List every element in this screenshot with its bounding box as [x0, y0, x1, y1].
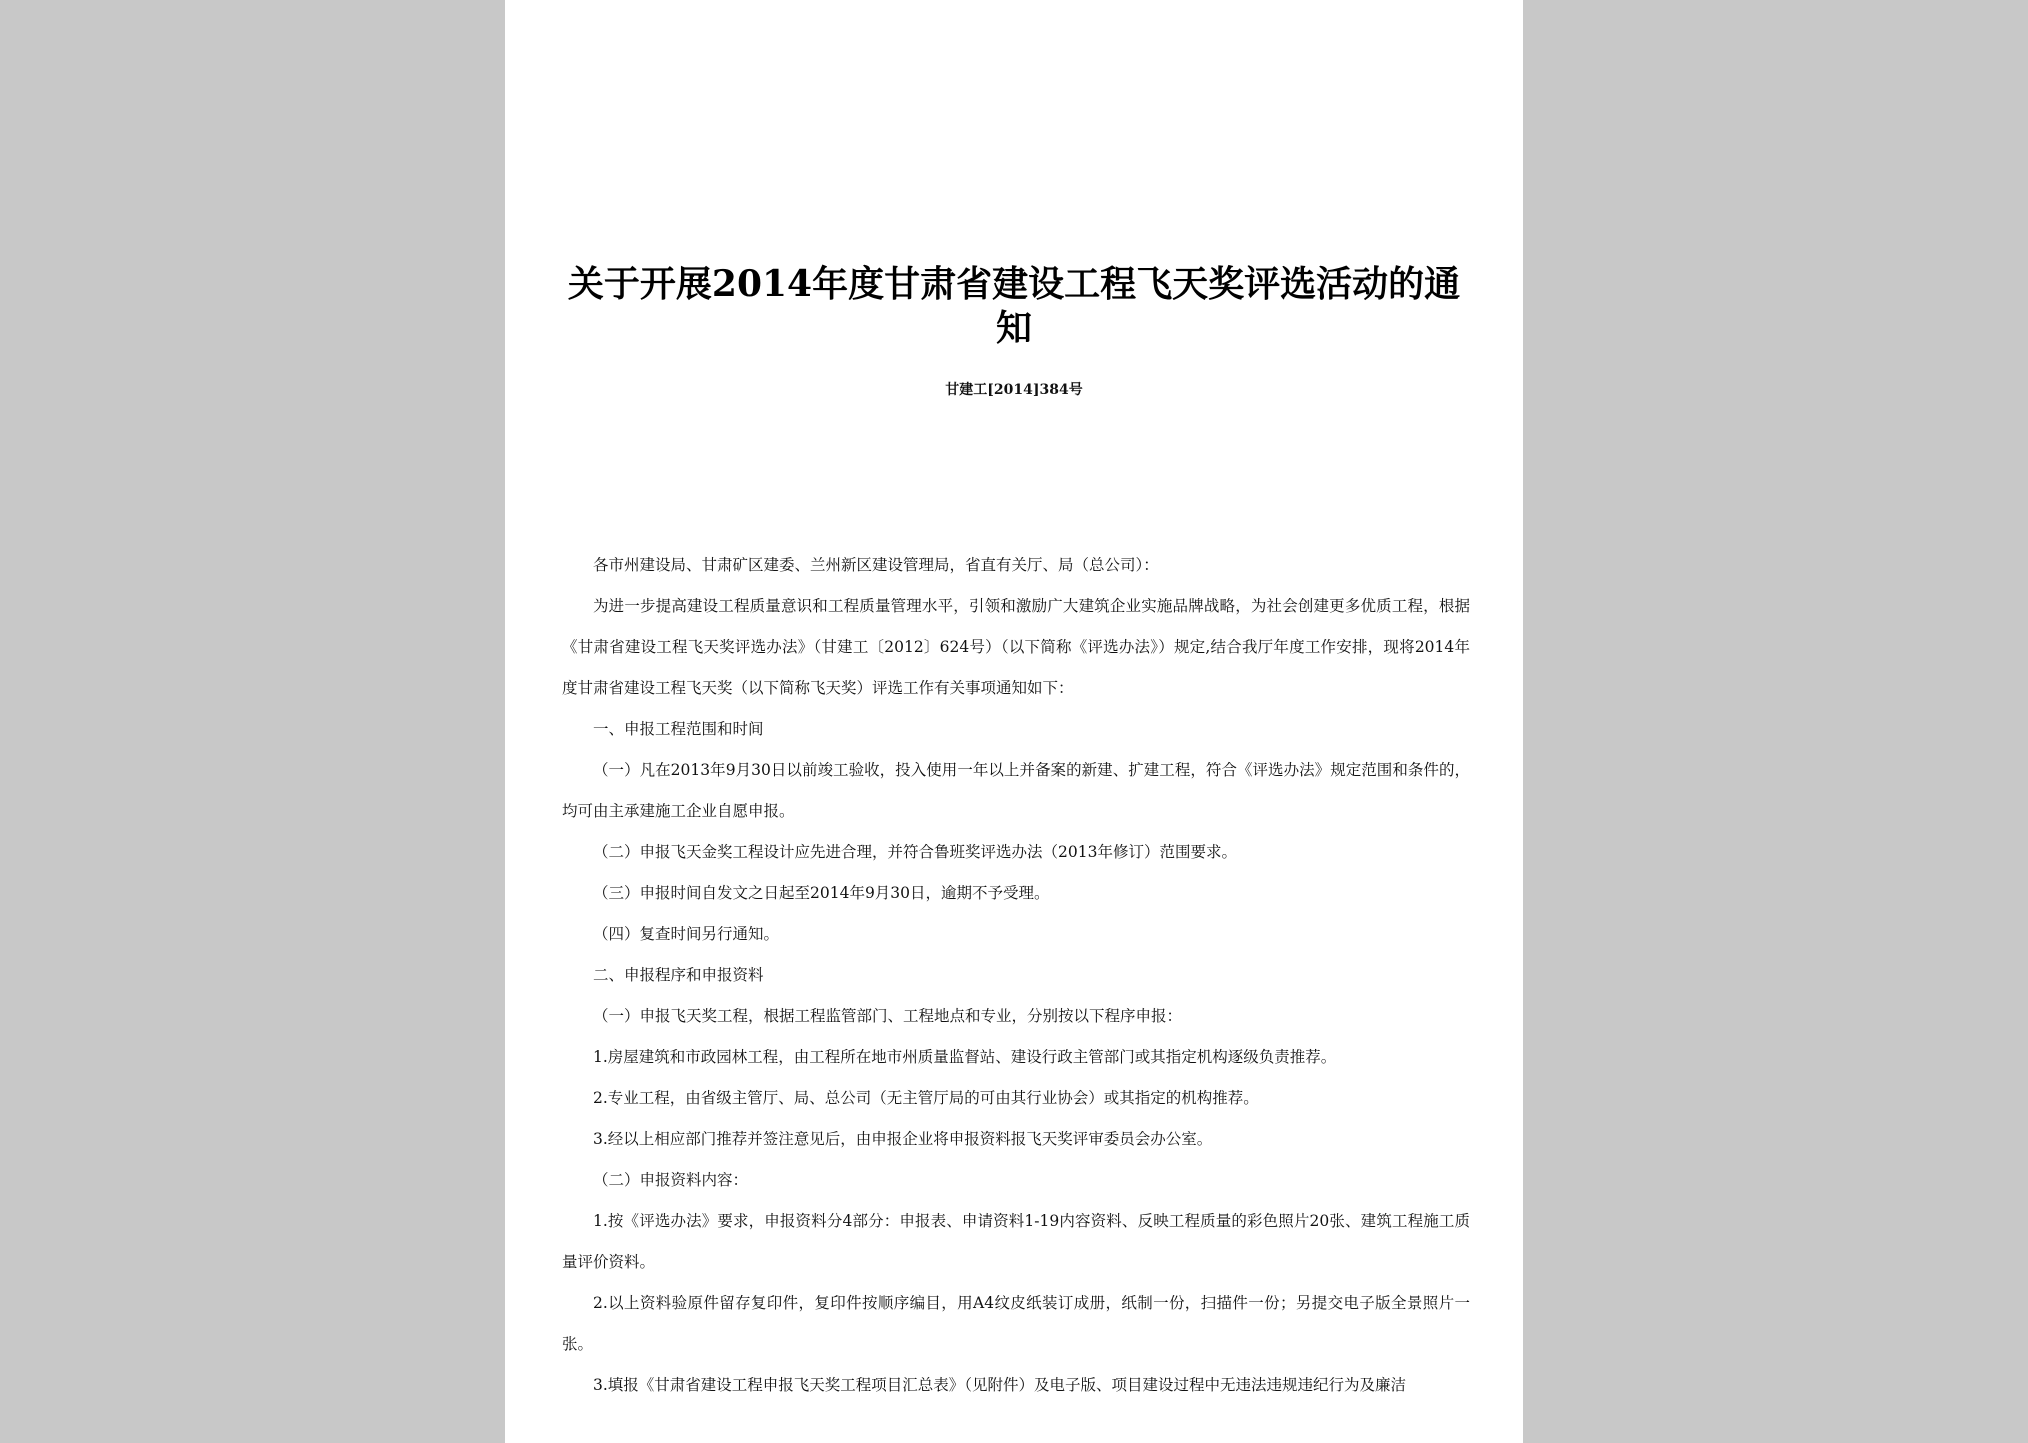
document-page [505, 0, 1523, 1443]
body-paragraph: （一）凡在2013年9月30日以前竣工验收，投入使用一年以上并备案的新建、扩建工程，符合《评选办法》规定范围和条件的，均可由主承建施工企业自愿申报。 [562, 761, 1470, 820]
body-paragraph: 2.以上资料验原件留存复印件，复印件按顺序编目，用A4纹皮纸装订成册，纸制一份，扫描件一份；另提交电子版全景照片一张。 [562, 1294, 1470, 1353]
document-number: 甘建工[2014]384号 [945, 382, 1083, 398]
section-heading: 一、申报工程范围和时间 [593, 720, 764, 738]
body-paragraph: 1.房屋建筑和市政园林工程，由工程所在地市州质量监督站、建设行政主管部门或其指定机构逐级负责推荐。 [593, 1048, 1337, 1066]
body-paragraph: 3.填报《甘肃省建设工程申报飞天奖工程项目汇总表》（见附件）及电子版、项目建设过程中无违法违规违纪行为及廉洁 [593, 1376, 1407, 1394]
document-title: 关于开展2014年度甘肃省建设工程飞天奖评选活动的通知 [567, 263, 1461, 349]
body-paragraph: （一）申报飞天奖工程，根据工程监管部门、工程地点和专业，分别按以下程序申报： [593, 1007, 1183, 1025]
body-paragraph: 2.专业工程，由省级主管厅、局、总公司（无主管厅局的可由其行业协会）或其指定的机构推荐。 [593, 1089, 1259, 1107]
document-body [562, 545, 1470, 1406]
body-paragraph: （二）申报飞天金奖工程设计应先进合理，并符合鲁班奖评选办法（2013年修订）范围要求。 [593, 843, 1237, 861]
salutation: 各市州建设局、甘肃矿区建委、兰州新区建设管理局，省直有关厅、局（总公司）： [593, 556, 1159, 574]
body-paragraph: （三）申报时间自发文之日起至2014年9月30日，逾期不予受理。 [593, 884, 1050, 902]
body-paragraph: （四）复查时间另行通知。 [593, 925, 780, 943]
subsection-heading: （二）申报资料内容： [593, 1171, 749, 1189]
body-paragraph: 为进一步提高建设工程质量意识和工程质量管理水平，引领和激励广大建筑企业实施品牌战略，为社会创建更多优质工程，根据《甘肃省建设工程飞天奖评选办法》（甘建工〔2012〕624号）（以下简称《评选办法》）规定,结合我厅年度工作安排，现将2014年度甘肃省建设工程飞天奖（以下简称飞天奖）评选工作有关事项通知如下： [562, 597, 1470, 697]
section-heading: 二、申报程序和申报资料 [593, 966, 764, 984]
body-paragraph: 1.按《评选办法》要求，申报资料分4部分：申报表、申请资料1-19内容资料、反映工程质量的彩色照片20张、建筑工程施工质量评价资料。 [562, 1212, 1470, 1271]
body-paragraph: 3.经以上相应部门推荐并签注意见后，由申报企业将申报资料报飞天奖评审委员会办公室。 [593, 1130, 1213, 1148]
